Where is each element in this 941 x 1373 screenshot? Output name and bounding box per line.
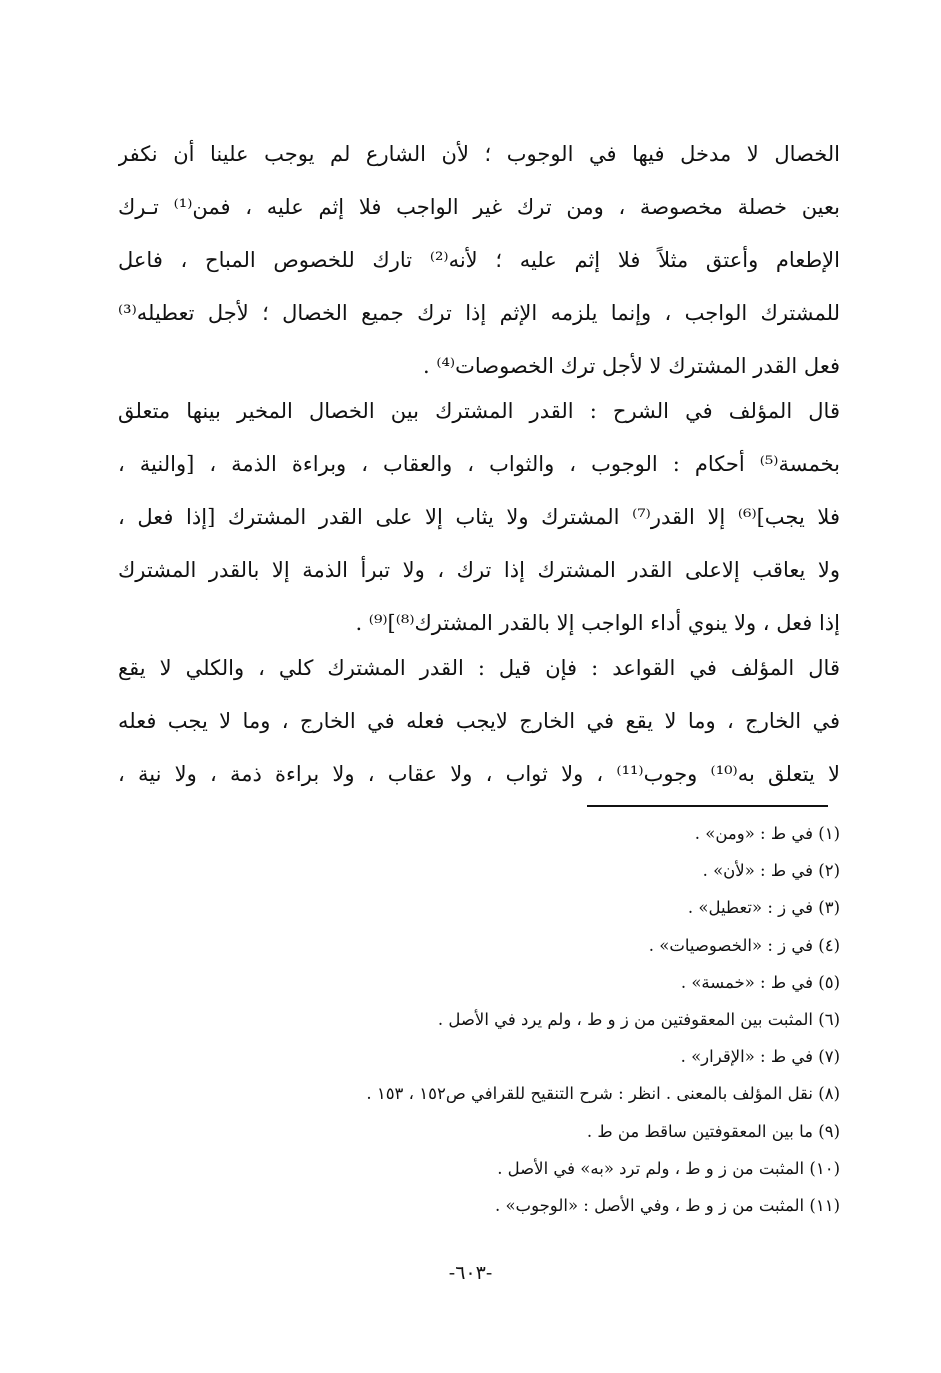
text-line: بخمسة⁽⁵⁾ أحكام : الوجوب ، والثواب ، والعقاب ، وبراءة الذمة ، [والنية ، xyxy=(118,452,840,476)
footnote-item: (٧) في ط : «الإقرار» . xyxy=(680,1047,840,1067)
footnote-item: (٨) نقل المؤلف بالمعنى . انظر : شرح التنقيح للقرافي ص١٥٢ ، ١٥٣ . xyxy=(366,1084,840,1104)
page-number: -٦٠٣- xyxy=(448,1262,493,1284)
text-line: إذا فعل ، ولا ينوي أداء الواجب إلا بالقدر المشترك⁽⁸⁾]⁽⁹⁾ . xyxy=(355,611,840,635)
text-line: فعل القدر المشترك لا لأجل ترك الخصوصات⁽⁴⁾ . xyxy=(422,354,840,378)
footnote-separator xyxy=(587,805,828,807)
text-line: قال المؤلف في الشرح : القدر المشترك بين الخصال المخير بينها متعلق xyxy=(118,399,840,423)
footnote-item: (٣) في ز : «تعطيل» . xyxy=(687,898,840,918)
footnote-item: (١) في ط : «ومن» . xyxy=(694,824,840,843)
footnote-item: (١١) المثبت من ز و ط ، وفي الأصل : «الوجوب» . xyxy=(494,1195,840,1215)
footnote-item: (١٠) المثبت من ز و ط ، ولم ترد «به» في الأصل . xyxy=(497,1158,840,1178)
paragraph-3 xyxy=(118,642,840,801)
text-line: للمشترك الواجب ، وإنما يلزمه الإثم إذا ترك جميع الخصال ؛ لأجل تعطيله⁽³⁾ xyxy=(118,301,840,325)
footnote-item: (٦) المثبت بين المعقوفتين من ز و ط ، ولم يرد في الأصل . xyxy=(437,1009,840,1029)
text-line: الإطعام وأعتق مثلاً فلا إثم عليه ؛ لأنه⁽²⁾ تارك للخصوص المباح ، فاعل xyxy=(118,248,840,272)
footnote-item: (٥) في ط : «خمسة» . xyxy=(680,972,840,992)
footnote-item: (٤) في ز : «الخصوصيات» . xyxy=(648,935,840,955)
text-line: في الخارج ، وما لا يقع في الخارج لايجب فعله في الخارج ، وما لا يجب فعله xyxy=(118,709,840,733)
text-line: فلا يجب]⁽⁶⁾ إلا القدر⁽⁷⁾ المشترك ولا يثاب إلا على القدر المشترك [إذا فعل ، xyxy=(118,505,840,529)
paragraph-1 xyxy=(118,128,840,393)
text-line: ولا يعاقب إلاعلى القدر المشترك إذا ترك ، ولا تبرأ الذمة إلا بالقدر المشترك xyxy=(118,558,840,582)
text-line: بعين خصلة مخصوصة ، ومن ترك غير الواجب فلا إثم عليه ، فمن⁽¹⁾ تـرك xyxy=(118,195,840,219)
text-line: لا يتعلق به⁽¹⁰⁾ وجوب⁽¹¹⁾ ، ولا ثواب ، ولا عقاب ، ولا براءة ذمة ، ولا نية ، xyxy=(118,762,840,786)
text-line: الخصال لا مدخل فيها في الوجوب ؛ لأن الشارع لم يوجب علينا أن نكفر xyxy=(118,142,840,166)
paragraph-2 xyxy=(118,385,840,650)
footnote-item: (٢) في ط : «لأن» . xyxy=(702,861,840,881)
footnotes xyxy=(200,815,840,1224)
text-line: قال المؤلف في القواعد : فإن قيل : القدر المشترك كلي ، والكلي لا يقع xyxy=(118,656,840,680)
footnote-item: (٩) ما بين المعقوفتين ساقط من ط . xyxy=(586,1121,840,1141)
